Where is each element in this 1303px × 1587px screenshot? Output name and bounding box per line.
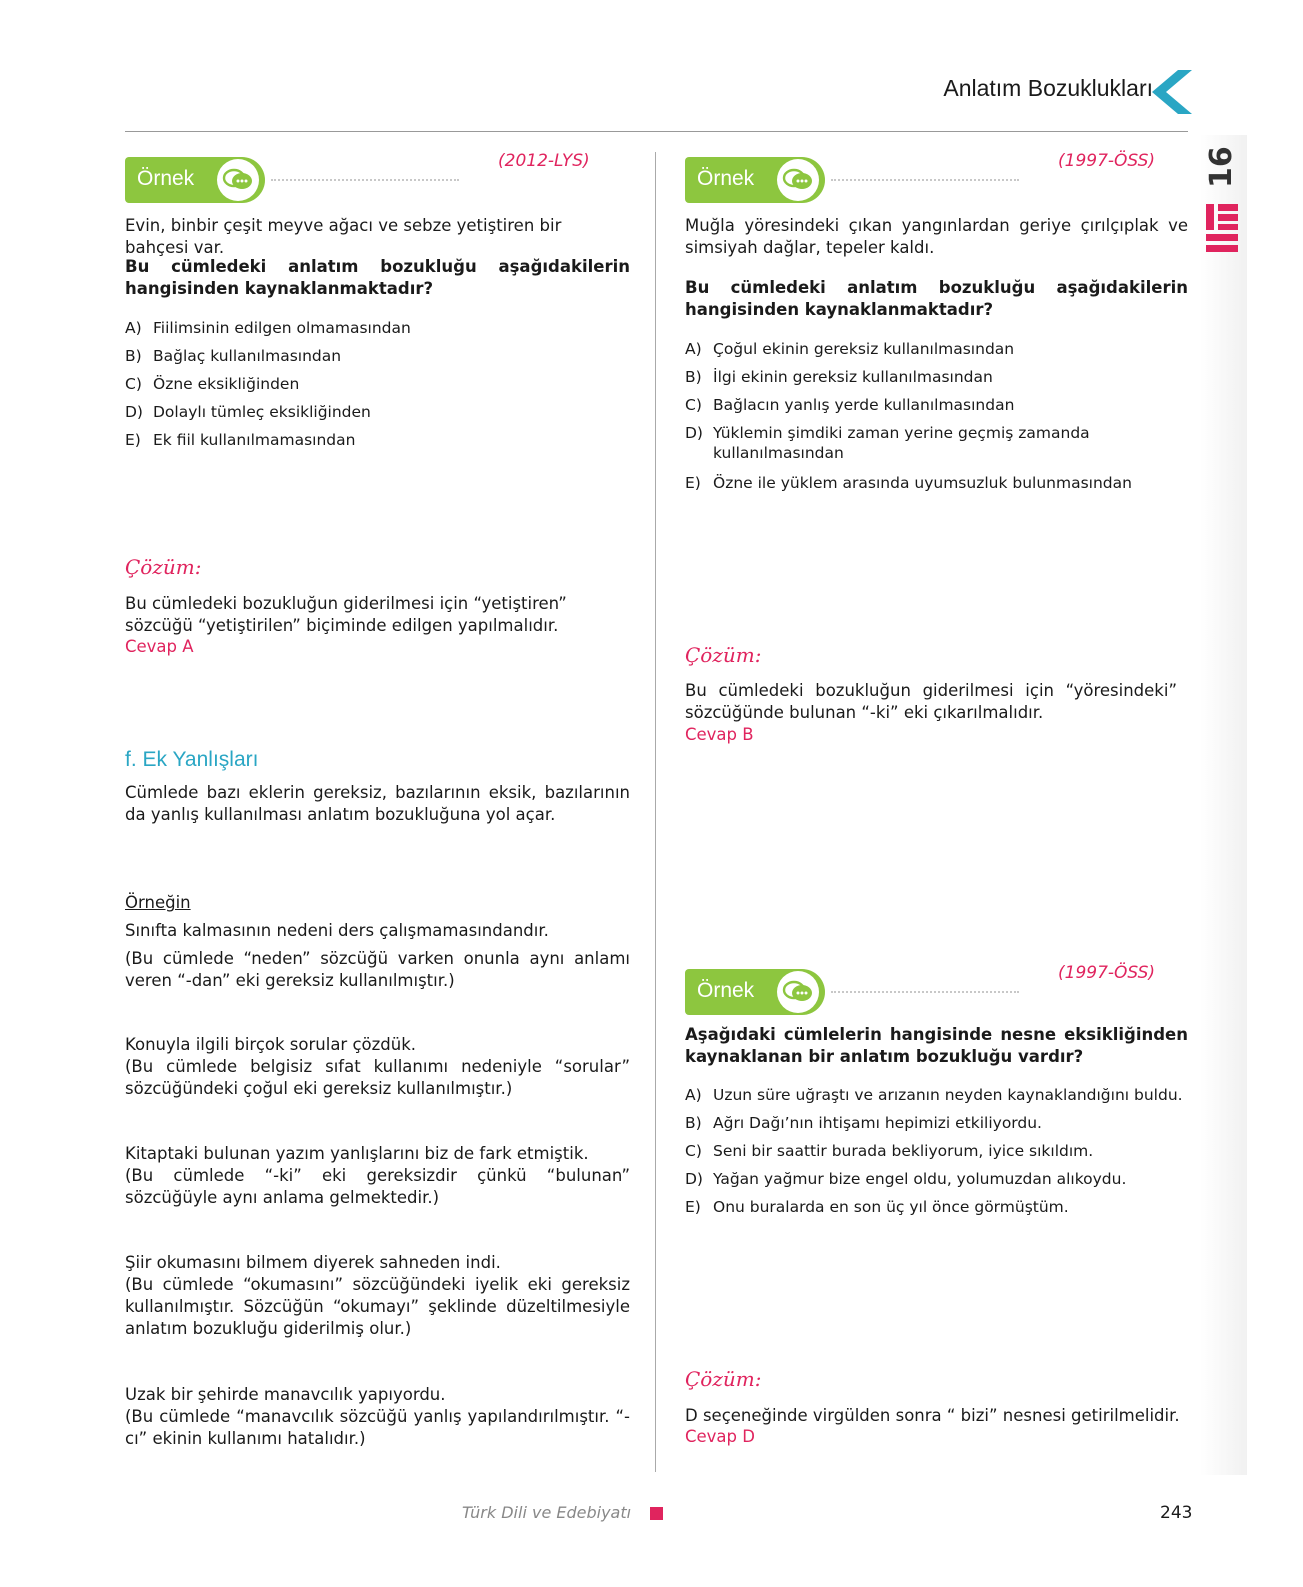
example-item-note: (Bu cümlede “manavcılık sözcüğü yanlış yapılandırılmıştır. “-cı” ekinin kullanımı hatalıdır.) [125, 1407, 630, 1448]
publisher-logo-icon [1206, 204, 1238, 254]
page-number: 243 [1160, 1503, 1193, 1523]
option-b: B) İlgi ekinin gereksiz kullanılmasından [685, 368, 993, 386]
option-c: C) Özne eksikliğinden [125, 375, 300, 393]
solution-text: D seçeneğinde virgülden sonra “ bizi” nesnesi getirilmelidir. [685, 1406, 1180, 1425]
example-item-sentence: Şiir okumasını bilmem diyerek sahneden indi. [125, 1253, 501, 1272]
example-badge: Örnek [685, 157, 825, 203]
solution-title: Çözüm: [685, 1367, 762, 1391]
option-c: C) Bağlacın yanlış yerde kullanılmasından [685, 396, 1015, 414]
option-e: E) Ek fiil kullanılmamasından [125, 431, 356, 449]
dotted-line [831, 179, 1019, 181]
example-item-note: (Bu cümlede “okumasını” sözcüğündeki iyelik eki gereksiz kullanılmıştır. Sözcüğün “okumayı” şeklinde düzeltilmesiyle anlatım bozukluğu giderilmiş olur.) [125, 1275, 630, 1338]
chat-bubbles-icon [777, 971, 819, 1013]
chat-bubbles-icon [217, 159, 259, 201]
answer-label: Cevap D [685, 1427, 755, 1446]
dotted-line [271, 179, 459, 181]
examples-heading: Örneğin [125, 893, 191, 912]
option-d: D) Yağan yağmur bize engel oldu, yolumuzdan alıkoydu. [685, 1170, 1127, 1188]
dotted-line [831, 991, 1019, 993]
unit-number: 16 [1204, 146, 1239, 188]
example-badge: Örnek [125, 157, 265, 203]
example-badge: Örnek [685, 969, 825, 1015]
option-b: B) Bağlaç kullanılmasından [125, 347, 342, 365]
header-divider [125, 131, 1188, 132]
option-d: D) Yüklemin şimdiki zaman yerine geçmiş zamanda kullanılmasından [685, 424, 1090, 462]
example-question: Aşağıdaki cümlelerin hangisinde nesne eksikliğinden kaynaklanan bir anlatım bozukluğu vardır? [685, 1025, 1188, 1066]
option-e: E) Özne ile yüklem arasında uyumsuzluk bulunmasından [685, 474, 1132, 492]
example-source: (2012-LYS) [498, 151, 590, 171]
section-text: Cümlede bazı eklerin gereksiz, bazılarının eksik, bazılarının da yanlış kullanılması anlatım bozukluğuna yol açar. [125, 783, 630, 824]
example-source: (1997-ÖSS) [1058, 963, 1156, 983]
example-item-note: (Bu cümlede “neden” sözcüğü varken onunla aynı anlamı veren “-dan” eki gereksiz kullanılmıştır.) [125, 949, 630, 990]
answer-label: Cevap B [685, 725, 754, 744]
option-d: D) Dolaylı tümleç eksikliğinden [125, 403, 371, 421]
example-item-sentence: Sınıfta kalmasının nedeni ders çalışmamasındandır. [125, 921, 549, 940]
section-title: f. Ek Yanlışları [125, 748, 259, 771]
example-item-sentence: Uzak bir şehirde manavcılık yapıyordu. [125, 1385, 446, 1404]
example-question: Bu cümledeki anlatım bozukluğu aşağıdakilerin hangisinden kaynaklanmaktadır? [685, 278, 1188, 319]
chevron-left-icon [1148, 70, 1192, 114]
example-item-sentence: Kitaptaki bulunan yazım yanlışlarını biz de fark etmiştik. [125, 1144, 589, 1163]
answer-label: Cevap A [125, 637, 194, 656]
column-divider [655, 152, 656, 1472]
footer-square-icon [650, 1507, 663, 1520]
solution-text: Bu cümledeki bozukluğun giderilmesi için “yetiştiren” sözcüğü “yetiştirilen” biçiminde edilgen yapılmalıdır. [125, 594, 567, 635]
example-item-note: (Bu cümlede “-ki” eki gereksizdir çünkü “bulunan” sözcüğüyle aynı anlama gelmektedir.) [125, 1166, 630, 1207]
example-item-sentence: Konuyla ilgili birçok sorular çözdük. [125, 1035, 417, 1054]
example-source: (1997-ÖSS) [1058, 151, 1156, 171]
page-title: Anlatım Bozuklukları [943, 75, 1153, 101]
option-c: C) Seni bir saattir burada bekliyorum, iyice sıkıldım. [685, 1142, 1094, 1160]
example-question: Bu cümledeki anlatım bozukluğu aşağıdakilerin hangisinden kaynaklanmaktadır? [125, 257, 630, 298]
option-a: A) Uzun süre uğraştı ve arızanın neyden kaynaklandığını buldu. [685, 1086, 1183, 1104]
footer-book-title: Türk Dili ve Edebiyatı [462, 1503, 632, 1522]
example-sentence: Evin, binbir çeşit meyve ağacı ve sebze yetiştiren bir bahçesi var. [125, 216, 562, 257]
option-b: B) Ağrı Dağı’nın ihtişamı hepimizi etkiliyordu. [685, 1114, 1042, 1132]
side-strip [1200, 135, 1247, 1475]
option-a: A) Çoğul ekinin gereksiz kullanılmasından [685, 340, 1015, 358]
solution-text: Bu cümledeki bozukluğun giderilmesi için “yöresindeki” sözcüğünde bulunan “-ki” eki çıkarılmalıdır. [685, 681, 1177, 722]
solution-title: Çözüm: [685, 643, 762, 667]
solution-title: Çözüm: [125, 555, 202, 579]
chat-bubbles-icon [777, 159, 819, 201]
example-sentence: Muğla yöresindeki çıkan yangınlardan geriye çırılçıplak ve simsiyah dağlar, tepeler kaldı. [685, 216, 1188, 257]
option-e: E) Onu buralarda en son üç yıl önce görmüştüm. [685, 1198, 1069, 1216]
example-item-note: (Bu cümlede belgisiz sıfat kullanımı nedeniyle “sorular” sözcüğündeki çoğul eki gereksiz kullanılmıştır.) [125, 1057, 630, 1098]
option-a: A) Fiilimsinin edilgen olmamasından [125, 319, 411, 337]
